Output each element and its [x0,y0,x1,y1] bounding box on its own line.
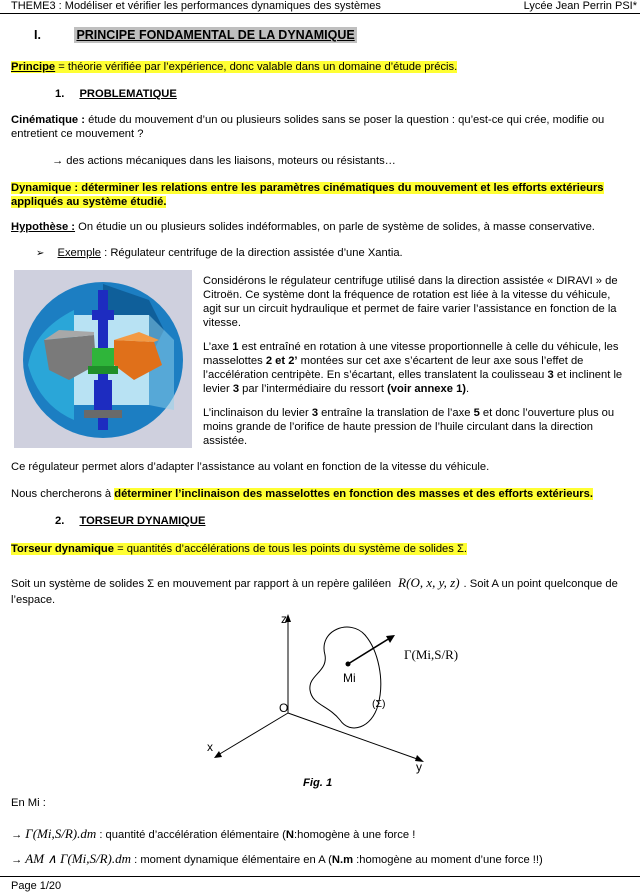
regulateur-paragraph: Considérons le régulateur centrifuge utilisé dans la direction assistée « DIRAVI » de Citroën. Ce système dont la fréquence de rotation est liée à la vitesse du véhicule, agit sur un circuit hydraulique et permet de faire varier l’assistance en fonction de la vitesse. [203,275,618,329]
hypothese-label: Hypothèse : [11,221,76,233]
chercherons-highlight: déterminer l’inclinaison des masselottes en fonction des masses et des efforts extérieurs. [114,488,593,500]
axe-paragraph: L’axe 1 est entraîné en rotation à une vitesse proportionnelle à celle du véhicule, les masselottes 2 et 2’ montées sur cet axe s’écartent de leur axe sous l’effet de l’accélération centripète. En s’écartant, elles translatent la coulisseau 3 et inclinent le levier 3 par l’intermédiaire du ressort (voir annexe 1). [203,341,623,395]
chercherons-text: Nous chercherons à [11,488,115,500]
cinematique-paragraph [11,113,623,141]
page-number: Page 1/20 [11,880,62,892]
principe-text: = théorie vérifiée par l’expérience, donc valable dans un domaine d’étude précis. [55,61,458,73]
section-title [34,27,357,43]
principe-line [11,61,626,73]
principe-label: Principe [11,61,56,73]
header-left: THEME3 : Modéliser et vérifier les performances dynamiques des systèmes [11,0,381,12]
subsection-torseur [55,515,205,527]
regulateur-image [14,270,192,448]
axis-y [288,713,420,760]
figure-1 [200,610,480,795]
torseur-definition [11,543,631,555]
arrow-right-icon: → [11,854,23,866]
exemple-label: Exemple [57,247,102,259]
repere-math: R(O, x, y, z) [398,575,460,590]
label-gamma: Γ(Mi,S/R) [404,647,459,662]
dynamique-paragraph [11,181,623,209]
formula-1-math: Γ(Mi,S/R).dm [25,826,97,841]
regulateur-illustration [14,270,192,448]
inclinaison-paragraph: L’inclinaison du levier 3 entraîne la translation de l’axe 5 et donc l’ouverture plus ou moins grande de l’orifice de haute pression de l’huile circulant dans la direction assistée. [203,407,615,447]
subsection-number: 1. [55,88,65,100]
actions-text: des actions mécaniques dans les liaisons, moteurs ou résistants… [66,155,396,167]
subsection-number: 2. [55,515,65,527]
arrow-right-icon: → [52,155,64,167]
label-mi: Mi [343,671,356,685]
formula-2-math: AM ∧ Γ(Mi,S/R).dm [25,851,132,866]
page-header [0,0,640,14]
hypothese-line [11,221,631,233]
soit-paragraph: Soit un système de solides Σ en mouvement par rapport à un repère galiléen R(O, x, y, z) . Soit A un point quelconque de l’espace. [11,575,618,606]
header-right: Lycée Jean Perrin PSI* [523,0,637,12]
actions-line [52,155,396,167]
exemple-line [36,247,403,259]
dynamique-text: déterminer les relations entre les paramètres cinématiques du mouvement et les efforts extérieurs appliqués au système étudié. [11,182,604,208]
label-z: z [281,612,287,626]
section-heading: PRINCIPE FONDAMENTAL DE LA DYNAMIQUE [76,28,355,42]
section-number: I. [34,28,41,42]
axis-x [218,713,288,755]
torseur-text: = quantités d’accélérations de tous les points du système de solides Σ. [114,543,467,555]
assistance-line: Ce régulateur permet alors d’adapter l’assistance au volant en fonction de la vitesse du véhicule. [11,461,490,473]
cinematique-label: Cinématique : [11,114,85,126]
dynamique-label: Dynamique : [11,182,79,194]
label-o: O [279,701,289,715]
torseur-label: Torseur dynamique [11,543,114,555]
figure-caption: Fig. 1 [303,777,333,789]
label-x: x [207,740,213,754]
subsection-problematique [55,88,177,100]
label-sigma: (Σ) [372,698,386,710]
exemple-text: : Régulateur centrifuge de la direction assistée d’une Xantia. [101,247,403,259]
subsection-title: TORSEUR DYNAMIQUE [79,515,206,527]
chercherons-line [11,488,636,500]
formula-1: → Γ(Mi,S/R).dm : quantité d’accélération élémentaire (N:homogène à une force ! [11,826,416,841]
arrow-right-icon: → [11,829,23,841]
label-y: y [416,760,422,774]
formula-2: → AM ∧ Γ(Mi,S/R).dm : moment dynamique élémentaire en A (N.m :homogène au moment d’une force !!) [11,851,543,866]
footer-rule [0,876,640,877]
bullet-arrow-icon: ➢ [36,248,45,259]
cinematique-text: étude du mouvement d’un ou plusieurs solides sans se poser la question : qu’est-ce qui crée, modifie ou entretient ce mouvement ? [11,114,605,140]
en-mi-label: En Mi : [11,797,46,809]
hypothese-text: On étudie un ou plusieurs solides indéformables, on parle de système de solides, à masse conservative. [75,221,595,233]
subsection-title: PROBLEMATIQUE [79,88,177,100]
